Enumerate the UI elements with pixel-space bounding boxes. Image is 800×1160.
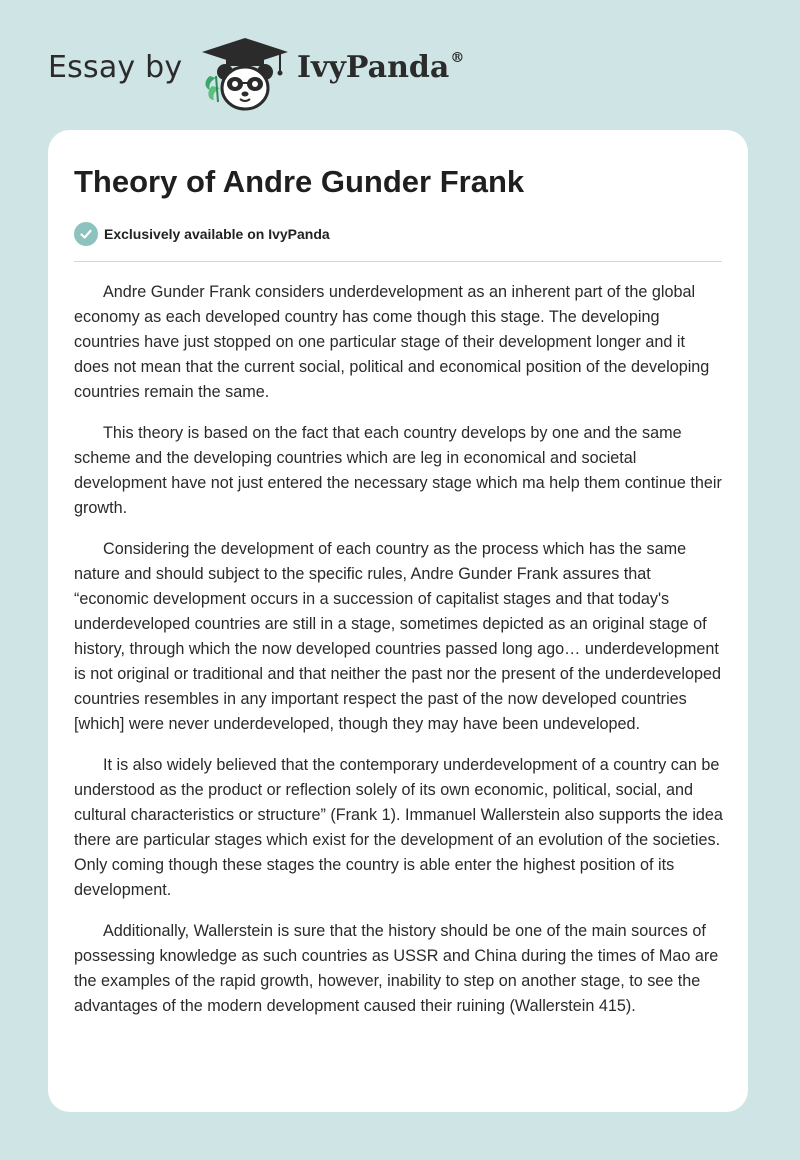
essay-card [48, 130, 748, 1112]
ivy-leaf-icon [206, 76, 221, 102]
site-header [0, 0, 800, 130]
panda-graduate-icon[interactable] [200, 36, 290, 112]
essay-body [74, 280, 724, 1035]
registered-mark: ® [450, 50, 465, 66]
exclusive-badge [74, 222, 330, 246]
divider [74, 261, 722, 262]
page-title: Theory of Andre Gunder Frank [74, 164, 525, 199]
brand-logo[interactable] [297, 50, 464, 85]
paragraph: This theory is based on the fact that each country develops by one and the same scheme and the developing countries which are leg in economical and societal development have not just entered the necessary stage which ma help them continue their growth. [74, 424, 722, 517]
exclusive-badge-label: Exclusively available on IvyPanda [104, 226, 330, 242]
paragraph: It is also widely believed that the contemporary underdevelopment of a country can be understood as the product or reflection solely of its own economic, political, social, and cultural characteristics or structure” (Frank 1). Immanuel Wallerstein also supports the idea there are particular stages which exist for the development of an evolution of the societies. Only coming though these stages the country is able enter the highest position of its development. [74, 756, 723, 899]
paragraph: Andre Gunder Frank considers underdevelopment as an inherent part of the global economy as each developed country has come though this stage. The developing countries have just stopped on one particular stage of their development longer and it does not mean that the current social, political and economical position of the developing countries remain the same. [74, 283, 710, 401]
essay-by-label: Essay by [48, 50, 183, 85]
brand-name: IvyPanda [297, 50, 450, 85]
check-icon [74, 222, 98, 246]
paragraph: Additionally, Wallerstein is sure that the history should be one of the main sources of possessing knowledge as such countries as USSR and China during the times of Mao are the examples of the rapid growth, however, inability to step on another stage, to see the advantages of the modern development caused their ruining (Wallerstein 415). [74, 922, 719, 1015]
paragraph: Considering the development of each country as the process which has the same nature and should subject to the specific rules, Andre Gunder Frank assures that “economic development occurs in a succession of capitalist stages and that today's underdeveloped countries are still in a stage, sometimes depicted as an original stage of history, through which the now developed countries passed long ago… underdevelopment is not original or traditional and that neither the past nor the present of the underdeveloped countries resembles in any important respect the past of the now developed countries [which] were never underdeveloped, though they may have been undeveloped. [74, 540, 722, 733]
